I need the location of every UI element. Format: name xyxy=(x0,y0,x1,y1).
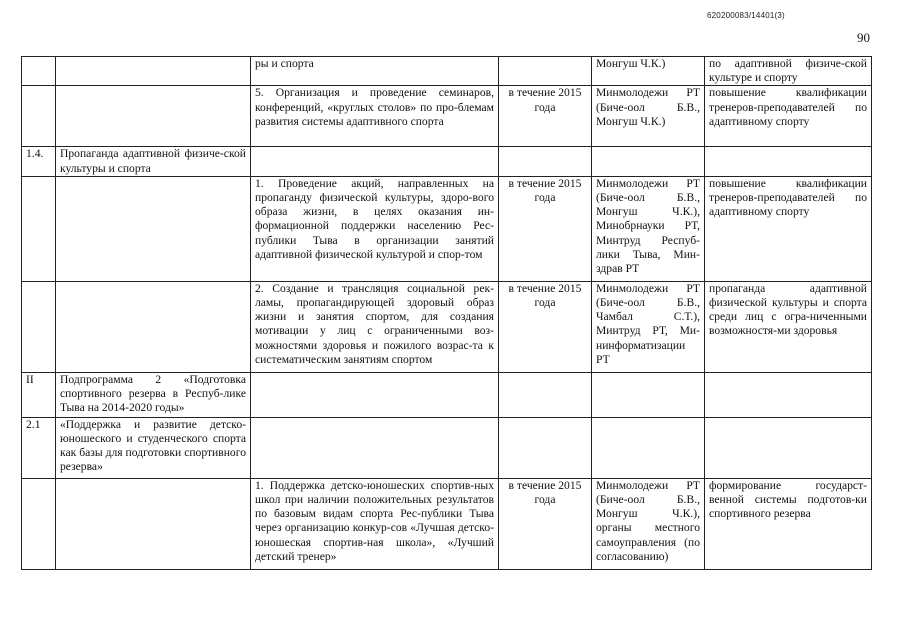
event-cell: ры и спорта xyxy=(251,57,499,86)
task-cell xyxy=(56,478,251,569)
task-cell xyxy=(56,57,251,86)
row-number: II xyxy=(22,372,56,417)
result-cell: по адаптивной физиче-ской культуре и спорту xyxy=(705,57,872,86)
task-cell: Пропаганда адаптивной физиче-ской культуры и спорта xyxy=(56,147,251,176)
executor-cell xyxy=(592,417,705,478)
event-cell xyxy=(251,147,499,176)
executor-cell: Минмолодежи РТ (Биче-оол Б.В., Монгуш Ч.К.), Минобрнауки РТ, Минтруд Респуб-лики Тыва, Мин-здрав РТ xyxy=(592,176,705,281)
task-cell: «Поддержка и развитие детско-юношеского и студенческого спорта как базы для подготовки спортивного резерва» xyxy=(56,417,251,478)
term-cell xyxy=(499,372,592,417)
result-cell: формирование государст-венной системы подготов-ки спортивного резерва xyxy=(705,478,872,569)
task-cell xyxy=(56,176,251,281)
event-cell: 2. Создание и трансляция социальной рек-ламы, пропагандирующей здоровый образ жизни и занятия спортом, для создания мотивации у лиц с ограниченными воз-можностями здоровья и пожилого возрас-та к систематическим занятиям спортом xyxy=(251,281,499,372)
program-table xyxy=(21,56,872,570)
task-cell xyxy=(56,281,251,372)
row-number xyxy=(22,478,56,569)
event-cell xyxy=(251,417,499,478)
table-row xyxy=(22,417,872,478)
event-cell: 1. Поддержка детско-юношеских спортив-ных школ при наличии положительных результатов по базовым видам спорта Рес-публики Тыва через организацию конкур-сов «Лучшая детско-юношеская спортив-ная школа», «Лучший детский тренер» xyxy=(251,478,499,569)
table-row xyxy=(22,176,872,281)
term-cell xyxy=(499,57,592,86)
executor-cell xyxy=(592,147,705,176)
row-number: 2.1 xyxy=(22,417,56,478)
table-row xyxy=(22,147,872,176)
term-cell: в течение 2015 года xyxy=(499,281,592,372)
event-cell xyxy=(251,372,499,417)
row-number xyxy=(22,176,56,281)
executor-cell: Минмолодежи РТ (Биче-оол Б.В., Монгуш Ч.К.), органы местного самоуправления (по согласованию) xyxy=(592,478,705,569)
event-cell: 1. Проведение акций, направленных на пропаганду физической культуры, здоро-вого образа жизни, в целях оказания ин-формационной поддержки населению Рес-публики Тыва в организации занятий адаптивной физической культурой и спор-том xyxy=(251,176,499,281)
result-cell: повышение квалификации тренеров-преподавателей по адаптивному спорту xyxy=(705,176,872,281)
term-cell xyxy=(499,417,592,478)
result-cell: пропаганда адаптивной физической культуры и спорта среди лиц с огра-ниченными возможностя-ми здоровья xyxy=(705,281,872,372)
result-cell xyxy=(705,417,872,478)
term-cell xyxy=(499,147,592,176)
term-cell: в течение 2015 года xyxy=(499,176,592,281)
term-cell: в течение 2015 года xyxy=(499,478,592,569)
result-cell: повышение квалификации тренеров-преподавателей по адаптивному спорту xyxy=(705,86,872,147)
executor-cell xyxy=(592,372,705,417)
row-number: 1.4. xyxy=(22,147,56,176)
task-cell xyxy=(56,86,251,147)
table-row xyxy=(22,478,872,569)
task-cell: Подпрограмма 2 «Подготовка спортивного резерва в Респуб-лике Тыва на 2014-2020 годы» xyxy=(56,372,251,417)
executor-cell: Минмолодежи РТ (Биче-оол Б.В., Монгуш Ч.К.) xyxy=(592,86,705,147)
table-row xyxy=(22,372,872,417)
table-row xyxy=(22,86,872,147)
table-row xyxy=(22,57,872,86)
executor-cell: Монгуш Ч.К.) xyxy=(592,57,705,86)
table-row xyxy=(22,281,872,372)
term-cell: в течение 2015 года xyxy=(499,86,592,147)
row-number xyxy=(22,86,56,147)
result-cell xyxy=(705,147,872,176)
result-cell xyxy=(705,372,872,417)
row-number xyxy=(22,57,56,86)
document-id: 620200083/14401(3) xyxy=(707,11,785,20)
page-number: 90 xyxy=(857,30,870,45)
executor-cell: Минмолодежи РТ (Биче-оол Б.В., Чамбал С.Т.), Минтруд РТ, Ми-нинформатизации РТ xyxy=(592,281,705,372)
row-number xyxy=(22,281,56,372)
event-cell: 5. Организация и проведение семинаров, конференций, «круглых столов» по про-блемам развития системы адаптивного спорта xyxy=(251,86,499,147)
